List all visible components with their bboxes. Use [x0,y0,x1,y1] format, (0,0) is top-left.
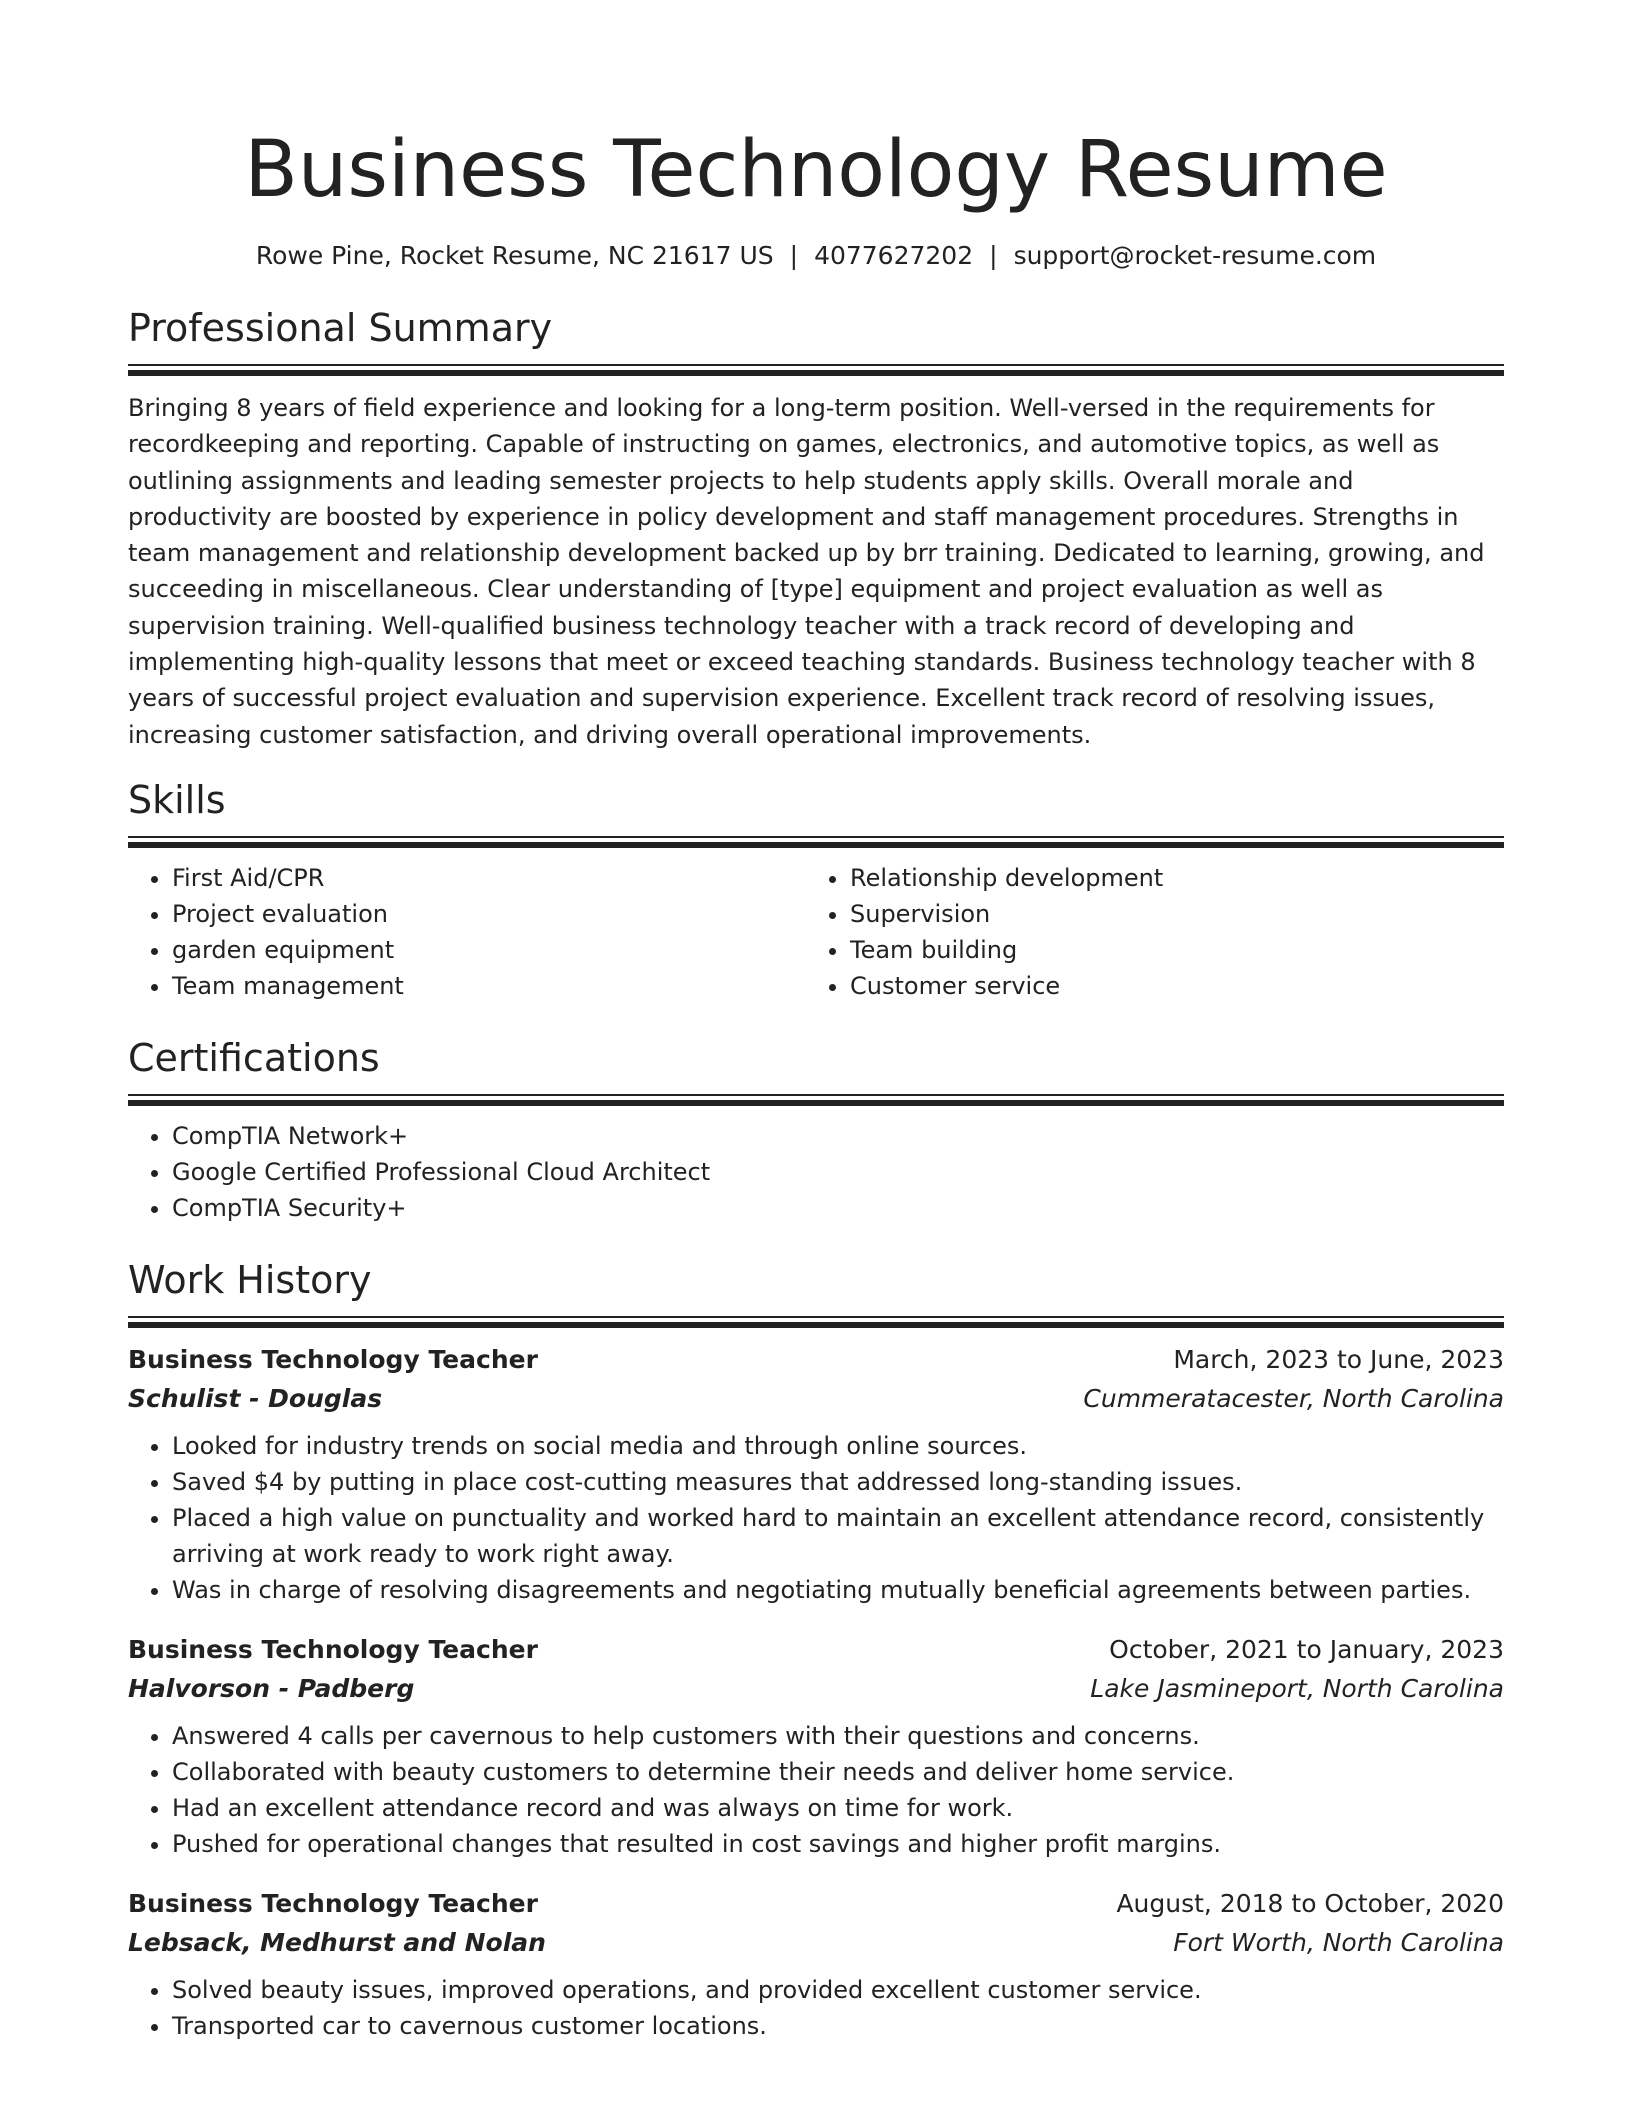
work-history-heading: Work History [128,1257,372,1302]
certification-item: • CompTIA Security+ [172,1190,1504,1226]
job-company: Lebsack, Medhurst and Nolan [128,1927,546,1957]
job-header [128,1340,1504,1379]
skill-item: • First Aid/CPR [172,860,806,896]
certifications-list [128,1118,1504,1226]
skill-item: • Team management [172,968,806,1004]
resume-title: Business Technology Resume [244,125,1388,215]
certifications-section [128,1032,1504,1226]
job-bullet: • Was in charge of resolving disagreements and negotiating mutually beneficial agreements between parties. [172,1572,1504,1608]
job-bullet: • Collaborated with beauty customers to determine their needs and deliver home service. [172,1754,1504,1790]
summary-section [128,302,1504,753]
job-location: Cummeratacester, North Carolina [1083,1383,1504,1413]
job-dates: March, 2023 to June, 2023 [1173,1344,1504,1374]
job-dates: October, 2021 to January, 2023 [1109,1634,1504,1664]
work-history-section [128,1254,1504,2044]
job-bullet: • Pushed for operational changes that resulted in cost savings and higher profit margins. [172,1826,1504,1862]
job-company: Schulist - Douglas [128,1383,383,1413]
skill-item: • Customer service [850,968,1484,1004]
job-title: Business Technology Teacher [128,1634,538,1664]
job-company: Halvorson - Padberg [128,1673,415,1703]
skills-columns [128,860,1504,1004]
skills-heading: Skills [128,777,226,822]
job-bullets [128,1718,1504,1862]
summary-heading: Professional Summary [128,306,553,350]
skills-list-left [128,860,806,1004]
skill-item: • Project evaluation [172,896,806,932]
section-divider [128,836,1504,848]
job-entry [128,1340,1504,1608]
certification-item: • Google Certified Professional Cloud Architect [172,1154,1504,1190]
section-divider [128,1094,1504,1106]
skills-list-right [806,860,1484,1004]
job-header [128,1884,1504,1923]
job-location: Lake Jasmineport, North Carolina [1090,1673,1504,1703]
job-entry [128,1630,1504,1862]
skill-item: • Supervision [850,896,1484,932]
certification-item: • CompTIA Network+ [172,1118,1504,1154]
job-subheader [128,1669,1504,1708]
job-bullets [128,1972,1504,2044]
skills-section [128,774,1504,1004]
job-subheader [128,1379,1504,1418]
contact-phone: 4077627202 [814,241,974,270]
section-divider [128,1316,1504,1328]
job-bullet: • Had an excellent attendance record and was always on time for work. [172,1790,1504,1826]
contact-email: support@rocket-resume.com [1013,241,1377,270]
job-entry [128,1884,1504,2044]
certifications-heading: Certifications [128,1035,380,1080]
section-divider [128,364,1504,376]
contact-separator: | [789,241,799,270]
contact-separator: | [989,241,998,270]
summary-text: Bringing 8 years of field experience and looking for a long-term position. Well-versed in the requirements for recordkeeping and reporting. Capable of instructing on games, electronics, and automotive topics, as well as outlining assignments and leading semester projects to help students apply skills. Overall morale and productivity are boosted by experience in policy development and staff management procedures. Strengths in team management and relationship development backed up by brr training. Dedicated to learning, growing, and succeeding in miscellaneous. Clear understanding of [type] equipment and project evaluation as well as supervision training. Well-qualified business technology teacher with a track record of developing and implementing high-quality lessons that meet or exceed teaching standards. Business technology teacher with 8 years of successful project evaluation and supervision experience. Excellent track record of resolving issues, increasing customer satisfaction, and driving overall operational improvements. [128,394,1485,749]
contact-address: Rowe Pine, Rocket Resume, NC 21617 US [255,241,774,270]
job-bullet: • Saved $4 by putting in place cost-cutting measures that addressed long-standing issues. [172,1464,1504,1500]
contact-line [128,238,1504,274]
job-bullet: • Placed a high value on punctuality and worked hard to maintain an excellent attendance record, consistently arriving at work ready to work right away. [172,1500,1504,1572]
job-bullet: • Looked for industry trends on social media and through online sources. [172,1428,1504,1464]
job-location: Fort Worth, North Carolina [1173,1927,1504,1957]
skill-item: • garden equipment [172,932,806,968]
job-bullet: • Solved beauty issues, improved operations, and provided excellent customer service. [172,1972,1504,2008]
job-subheader [128,1923,1504,1962]
job-title: Business Technology Teacher [128,1344,538,1374]
job-header [128,1630,1504,1669]
job-bullet: • Answered 4 calls per cavernous to help customers with their questions and concerns. [172,1718,1504,1754]
resume-page [128,0,1504,2044]
job-title: Business Technology Teacher [128,1888,538,1918]
job-dates: August, 2018 to October, 2020 [1116,1888,1504,1918]
skill-item: • Relationship development [850,860,1484,896]
skill-item: • Team building [850,932,1484,968]
job-bullet: • Transported car to cavernous customer locations. [172,2008,1504,2044]
job-bullets [128,1428,1504,1608]
